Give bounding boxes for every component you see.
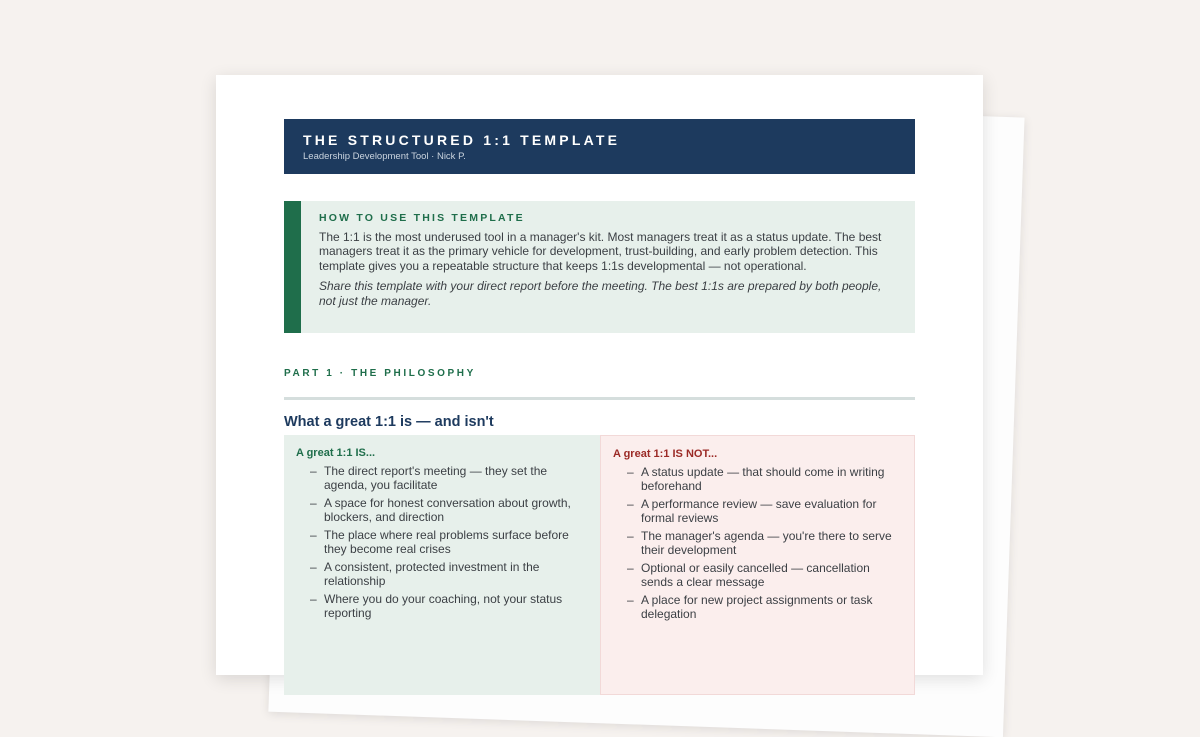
is-item-text: A consistent, protected investment in the relationship [324, 560, 540, 589]
dash-bullet-icon: – [627, 497, 634, 511]
is-not-column [600, 435, 915, 695]
dash-bullet-icon: – [310, 496, 317, 510]
is-not-list-item [613, 465, 902, 494]
is-not-list-item [613, 529, 902, 558]
section-title: What a great 1:1 is — and isn't [284, 414, 494, 430]
dash-bullet-icon: – [310, 592, 317, 606]
is-not-column-heading: A great 1:1 IS NOT... [613, 448, 718, 460]
is-not-item-text: Optional or easily cancelled — cancellation sends a clear message [641, 561, 870, 590]
is-list-item [296, 560, 588, 589]
is-column [284, 435, 600, 695]
how-to-callout [284, 201, 915, 333]
is-not-item-text: The manager's agenda — you're there to serve their development [641, 529, 892, 558]
dash-bullet-icon: – [627, 561, 634, 575]
is-item-text: The place where real problems surface before they become real crises [324, 528, 569, 557]
is-item-text: Where you do your coaching, not your status reporting [324, 592, 563, 621]
is-not-item-text: A performance review — save evaluation for formal reviews [641, 497, 877, 526]
is-not-item-text: A status update — that should come in writing beforehand [641, 465, 885, 494]
dash-bullet-icon: – [310, 464, 317, 478]
how-to-heading: HOW TO USE THIS TEMPLATE [319, 212, 525, 224]
document-header [284, 119, 915, 174]
dash-bullet-icon: – [310, 560, 317, 574]
dash-bullet-icon: – [627, 529, 634, 543]
comparison-columns [284, 435, 915, 695]
is-list-item [296, 496, 588, 525]
document-title: THE STRUCTURED 1:1 TEMPLATE [303, 132, 621, 148]
dash-bullet-icon: – [627, 465, 634, 479]
is-item-text: A space for honest conversation about growth, blockers, and direction [324, 496, 571, 525]
is-not-list-item [613, 593, 902, 622]
is-not-list-item [613, 561, 902, 590]
is-list-item [296, 464, 588, 493]
dash-bullet-icon: – [310, 528, 317, 542]
is-list-item [296, 528, 588, 557]
how-to-note: Share this template with your direct report before the meeting. The best 1:1s are prepared by both people, not just the manager. [319, 279, 882, 308]
how-to-body: The 1:1 is the most underused tool in a manager's kit. Most managers treat it as a status update. The best managers treat it as the primary vehicle for development, trust-building, and early problem detection. This template gives you a repeatable structure that keeps 1:1s developmental — not operational. [319, 230, 882, 273]
document-page [216, 75, 983, 675]
is-not-list [613, 465, 902, 622]
is-item-text: The direct report's meeting — they set the agenda, you facilitate [324, 464, 548, 493]
document-subtitle: Leadership Development Tool · Nick P. [303, 151, 466, 162]
dash-bullet-icon: – [627, 593, 634, 607]
is-not-list-item [613, 497, 902, 526]
is-not-item-text: A place for new project assignments or task delegation [641, 593, 873, 622]
section-divider [284, 397, 915, 400]
part-label: PART 1 · THE PHILOSOPHY [284, 368, 476, 379]
is-list [296, 464, 588, 621]
is-column-heading: A great 1:1 IS... [296, 447, 376, 459]
is-list-item [296, 592, 588, 621]
